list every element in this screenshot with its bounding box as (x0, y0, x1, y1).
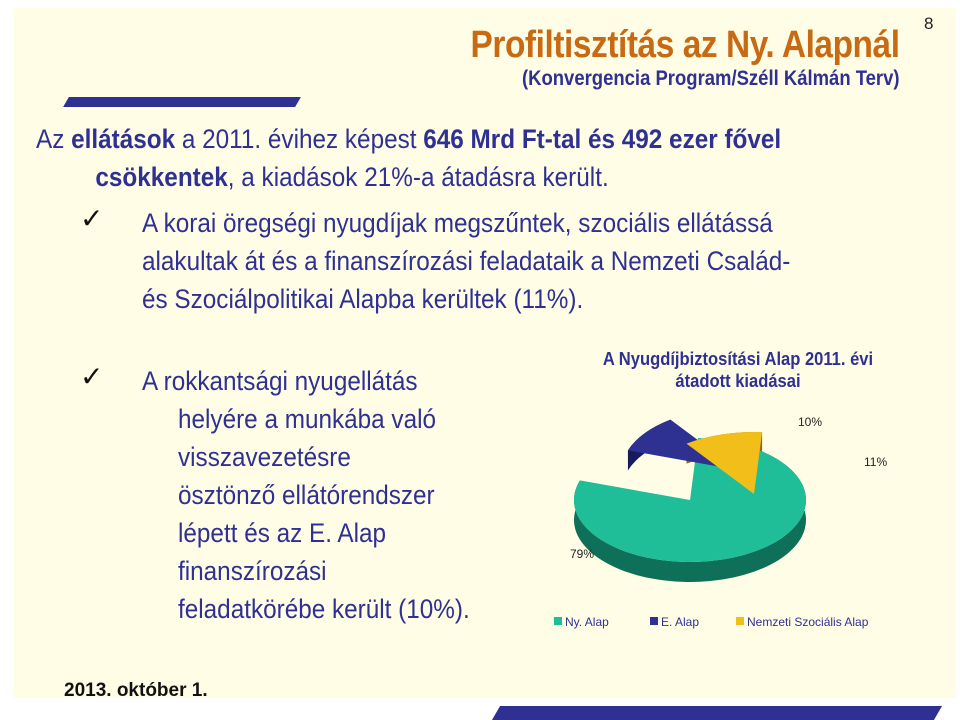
decorative-bar-top (63, 97, 301, 107)
intro-text-3: a 2011. évihez képest (175, 124, 424, 154)
pie-chart (540, 400, 920, 640)
intro-paragraph (36, 120, 828, 196)
title-main: Profiltisztítás az Ny. Alapnál (470, 24, 900, 66)
pie-data-label: 10% (798, 415, 823, 429)
chart-title (563, 348, 913, 392)
bullet-line: A korai öregségi nyugdíjak megszűntek, szociális ellátássá (142, 208, 773, 238)
legend-entry: E. Alap (661, 615, 700, 629)
pie-data-label: 79% (570, 547, 595, 561)
bullet-line: lépett és az E. Alap (178, 518, 387, 548)
checkmark-icon: ✓ (80, 360, 104, 393)
bullet-line: A rokkantsági nyugellátás (142, 366, 418, 396)
bullet-line: visszavezetésre (178, 442, 351, 472)
bullet-line: alakultak át és a finanszírozási feladataik a Nemzeti Család- (142, 246, 791, 276)
page-number: 8 (924, 14, 934, 33)
bullet-line: ösztönző ellátórendszer (178, 480, 435, 510)
intro-text-5: csökkentek (95, 162, 228, 192)
legend-swatch (554, 617, 562, 625)
footer-date: 2013. október 1. (64, 680, 208, 701)
bullet-early-pensions (142, 204, 808, 318)
slide-title (412, 22, 900, 90)
pie-data-label: 11% (864, 455, 888, 469)
decorative-bar-bottom (492, 706, 942, 720)
chart-title-line: átadott kiadásai (675, 371, 801, 391)
intro-text-4: 646 Mrd Ft-tal és 492 ezer fővel (423, 124, 782, 154)
intro-text-1: Az (36, 124, 72, 154)
checkmark-icon: ✓ (80, 202, 104, 235)
legend-entry: Nemzeti Szociális Alap (747, 615, 869, 629)
intro-text-6: , a kiadások 21%-a átadásra került. (227, 162, 609, 192)
title-subtitle: (Konvergencia Program/Széll Kálmán Terv) (522, 67, 900, 90)
bullet-line: finanszírozási (178, 556, 327, 586)
bullet-line: helyére a munkába való (178, 404, 437, 434)
legend-entry: Ny. Alap (565, 615, 609, 629)
bullet-line: feladatkörébe került (10%). (178, 594, 470, 624)
legend-swatch (736, 617, 744, 625)
chart-title-line: A Nyugdíjbiztosítási Alap 2011. évi (602, 349, 874, 369)
intro-text-2: ellátások (71, 124, 176, 154)
bullet-disability-pensions (142, 362, 502, 628)
legend-swatch (650, 617, 658, 625)
bullet-line: és Szociálpolitikai Alapba kerültek (11%). (142, 284, 584, 314)
